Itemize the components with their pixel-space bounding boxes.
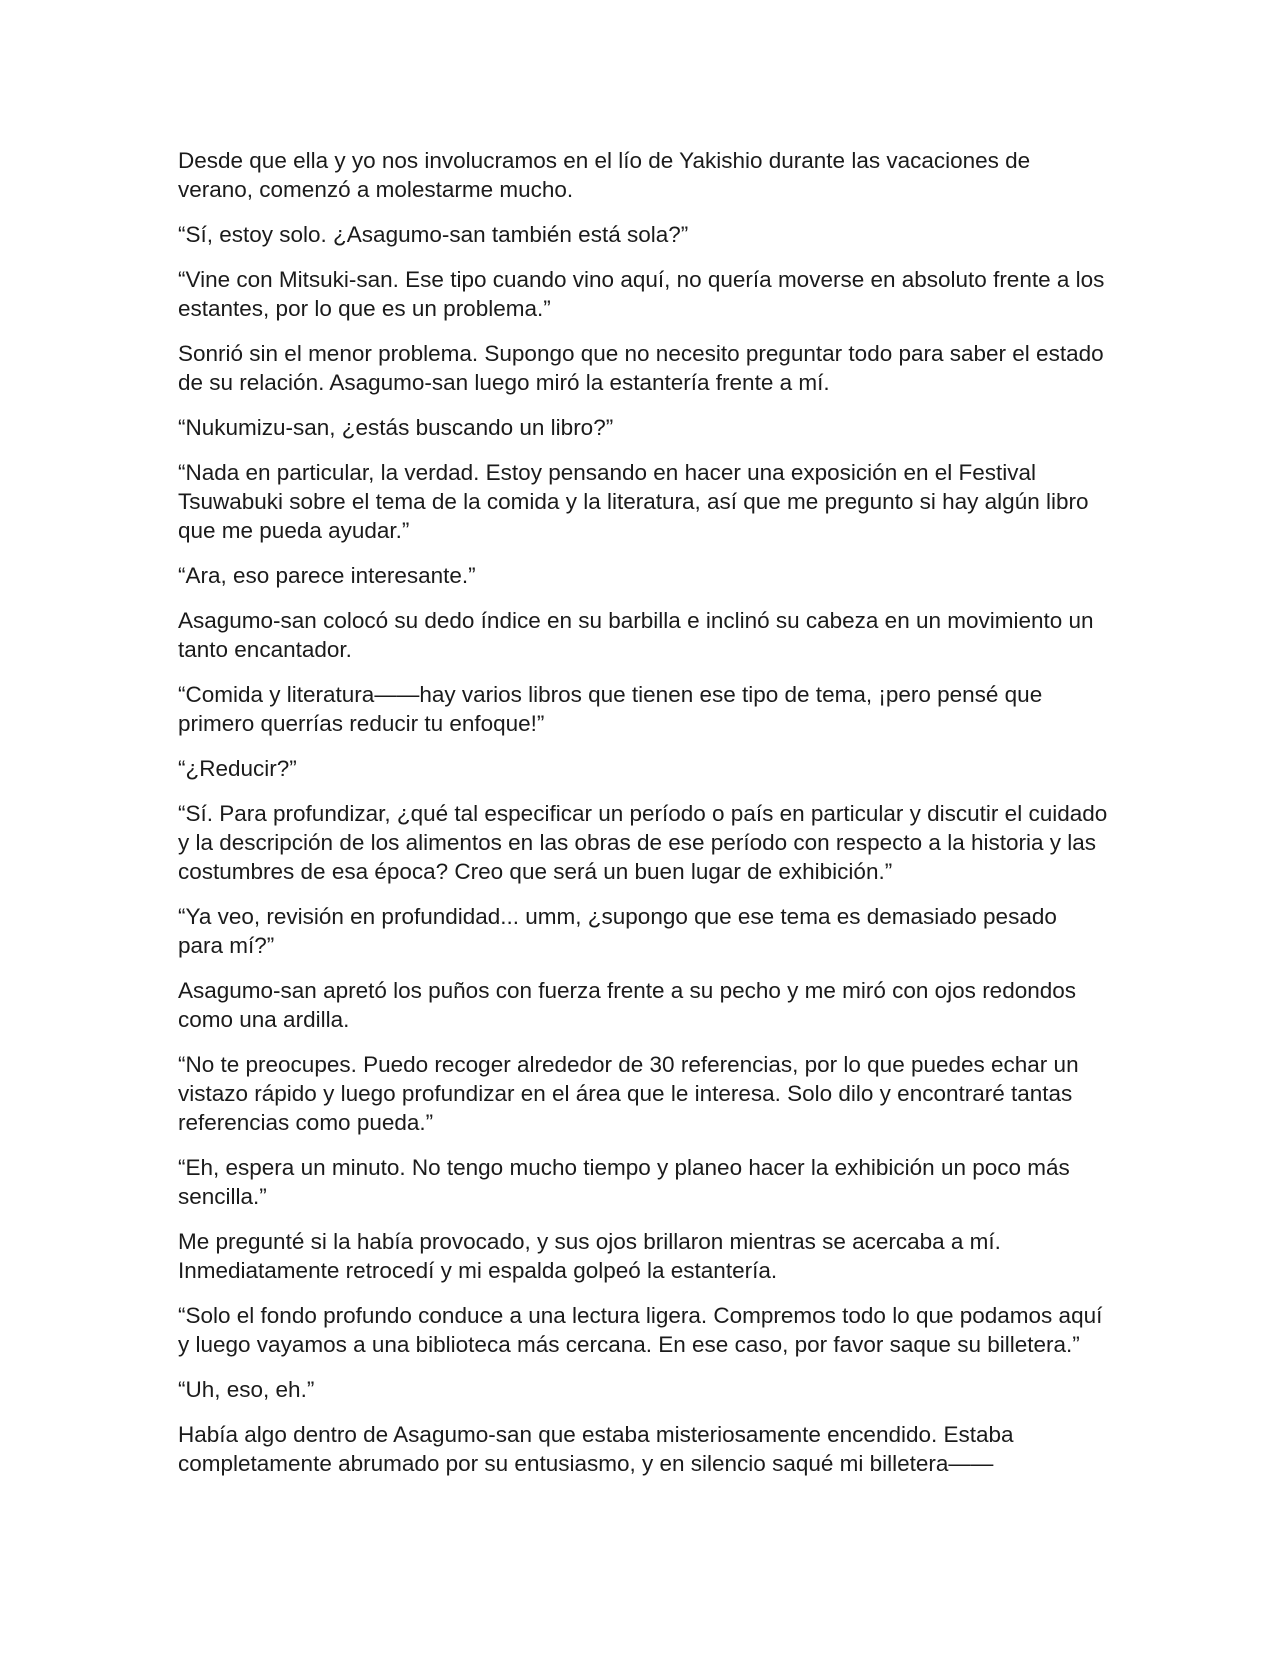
paragraph: Asagumo-san colocó su dedo índice en su barbilla e inclinó su cabeza en un movimiento un tanto encantador.	[178, 608, 1094, 662]
paragraph: Asagumo-san apretó los puños con fuerza frente a su pecho y me miró con ojos redondos como una ardilla.	[178, 978, 1077, 1032]
paragraph: “Vine con Mitsuki-san. Ese tipo cuando vino aquí, no quería moverse en absoluto frente a los estantes, por lo que es un problema.”	[178, 267, 1105, 321]
paragraph: “Ya veo, revisión en profundidad... umm, ¿supongo que ese tema es demasiado pesado para mí?”	[178, 904, 1057, 958]
paragraph: Me pregunté si la había provocado, y sus ojos brillaron mientras se acercaba a mí. Inmediatamente retrocedí y mi espalda golpeó la estantería.	[178, 1229, 1001, 1283]
paragraph: “¿Reducir?”	[178, 756, 297, 781]
paragraph: “Nukumizu-san, ¿estás buscando un libro?”	[178, 415, 614, 440]
paragraph: “Eh, espera un minuto. No tengo mucho tiempo y planeo hacer la exhibición un poco más sencilla.”	[178, 1155, 1070, 1209]
paragraph: “Sí. Para profundizar, ¿qué tal especificar un período o país en particular y discutir el cuidado y la descripción de los alimentos en las obras de ese período con respecto a la historia y las costumbres de esa época? Creo que será un buen lugar de exhibición.”	[178, 801, 1108, 884]
paragraph: “Comida y literatura——hay varios libros que tienen ese tipo de tema, ¡pero pensé que primero querrías reducir tu enfoque!”	[178, 682, 1043, 736]
paragraph: “Sí, estoy solo. ¿Asagumo-san también está sola?”	[178, 222, 689, 247]
paragraph: Sonrió sin el menor problema. Supongo que no necesito preguntar todo para saber el estado de su relación. Asagumo-san luego miró la estantería frente a mí.	[178, 341, 1104, 395]
paragraph: Desde que ella y yo nos involucramos en el lío de Yakishio durante las vacaciones de verano, comenzó a molestarme mucho.	[178, 148, 1031, 202]
paragraph: Había algo dentro de Asagumo-san que estaba misteriosamente encendido. Estaba completamente abrumado por su entusiasmo, y en silencio saqué mi billetera——	[178, 1422, 1014, 1476]
paragraph: “No te preocupes. Puedo recoger alrededor de 30 referencias, por lo que puedes echar un vistazo rápido y luego profundizar en el área que le interesa. Solo dilo y encontraré tantas referencias como pueda.”	[178, 1052, 1079, 1135]
paragraph: “Nada en particular, la verdad. Estoy pensando en hacer una exposición en el Festival Tsuwabuki sobre el tema de la comida y la literatura, así que me pregunto si hay algún libro que me pueda ayudar.”	[178, 460, 1089, 543]
paragraph: “Solo el fondo profundo conduce a una lectura ligera. Compremos todo lo que podamos aquí y luego vayamos a una biblioteca más cercana. En ese caso, por favor saque su billetera.”	[178, 1303, 1103, 1357]
paragraph: “Uh, eso, eh.”	[178, 1377, 315, 1402]
paragraph: “Ara, eso parece interesante.”	[178, 563, 476, 588]
document-body	[178, 146, 1108, 1494]
